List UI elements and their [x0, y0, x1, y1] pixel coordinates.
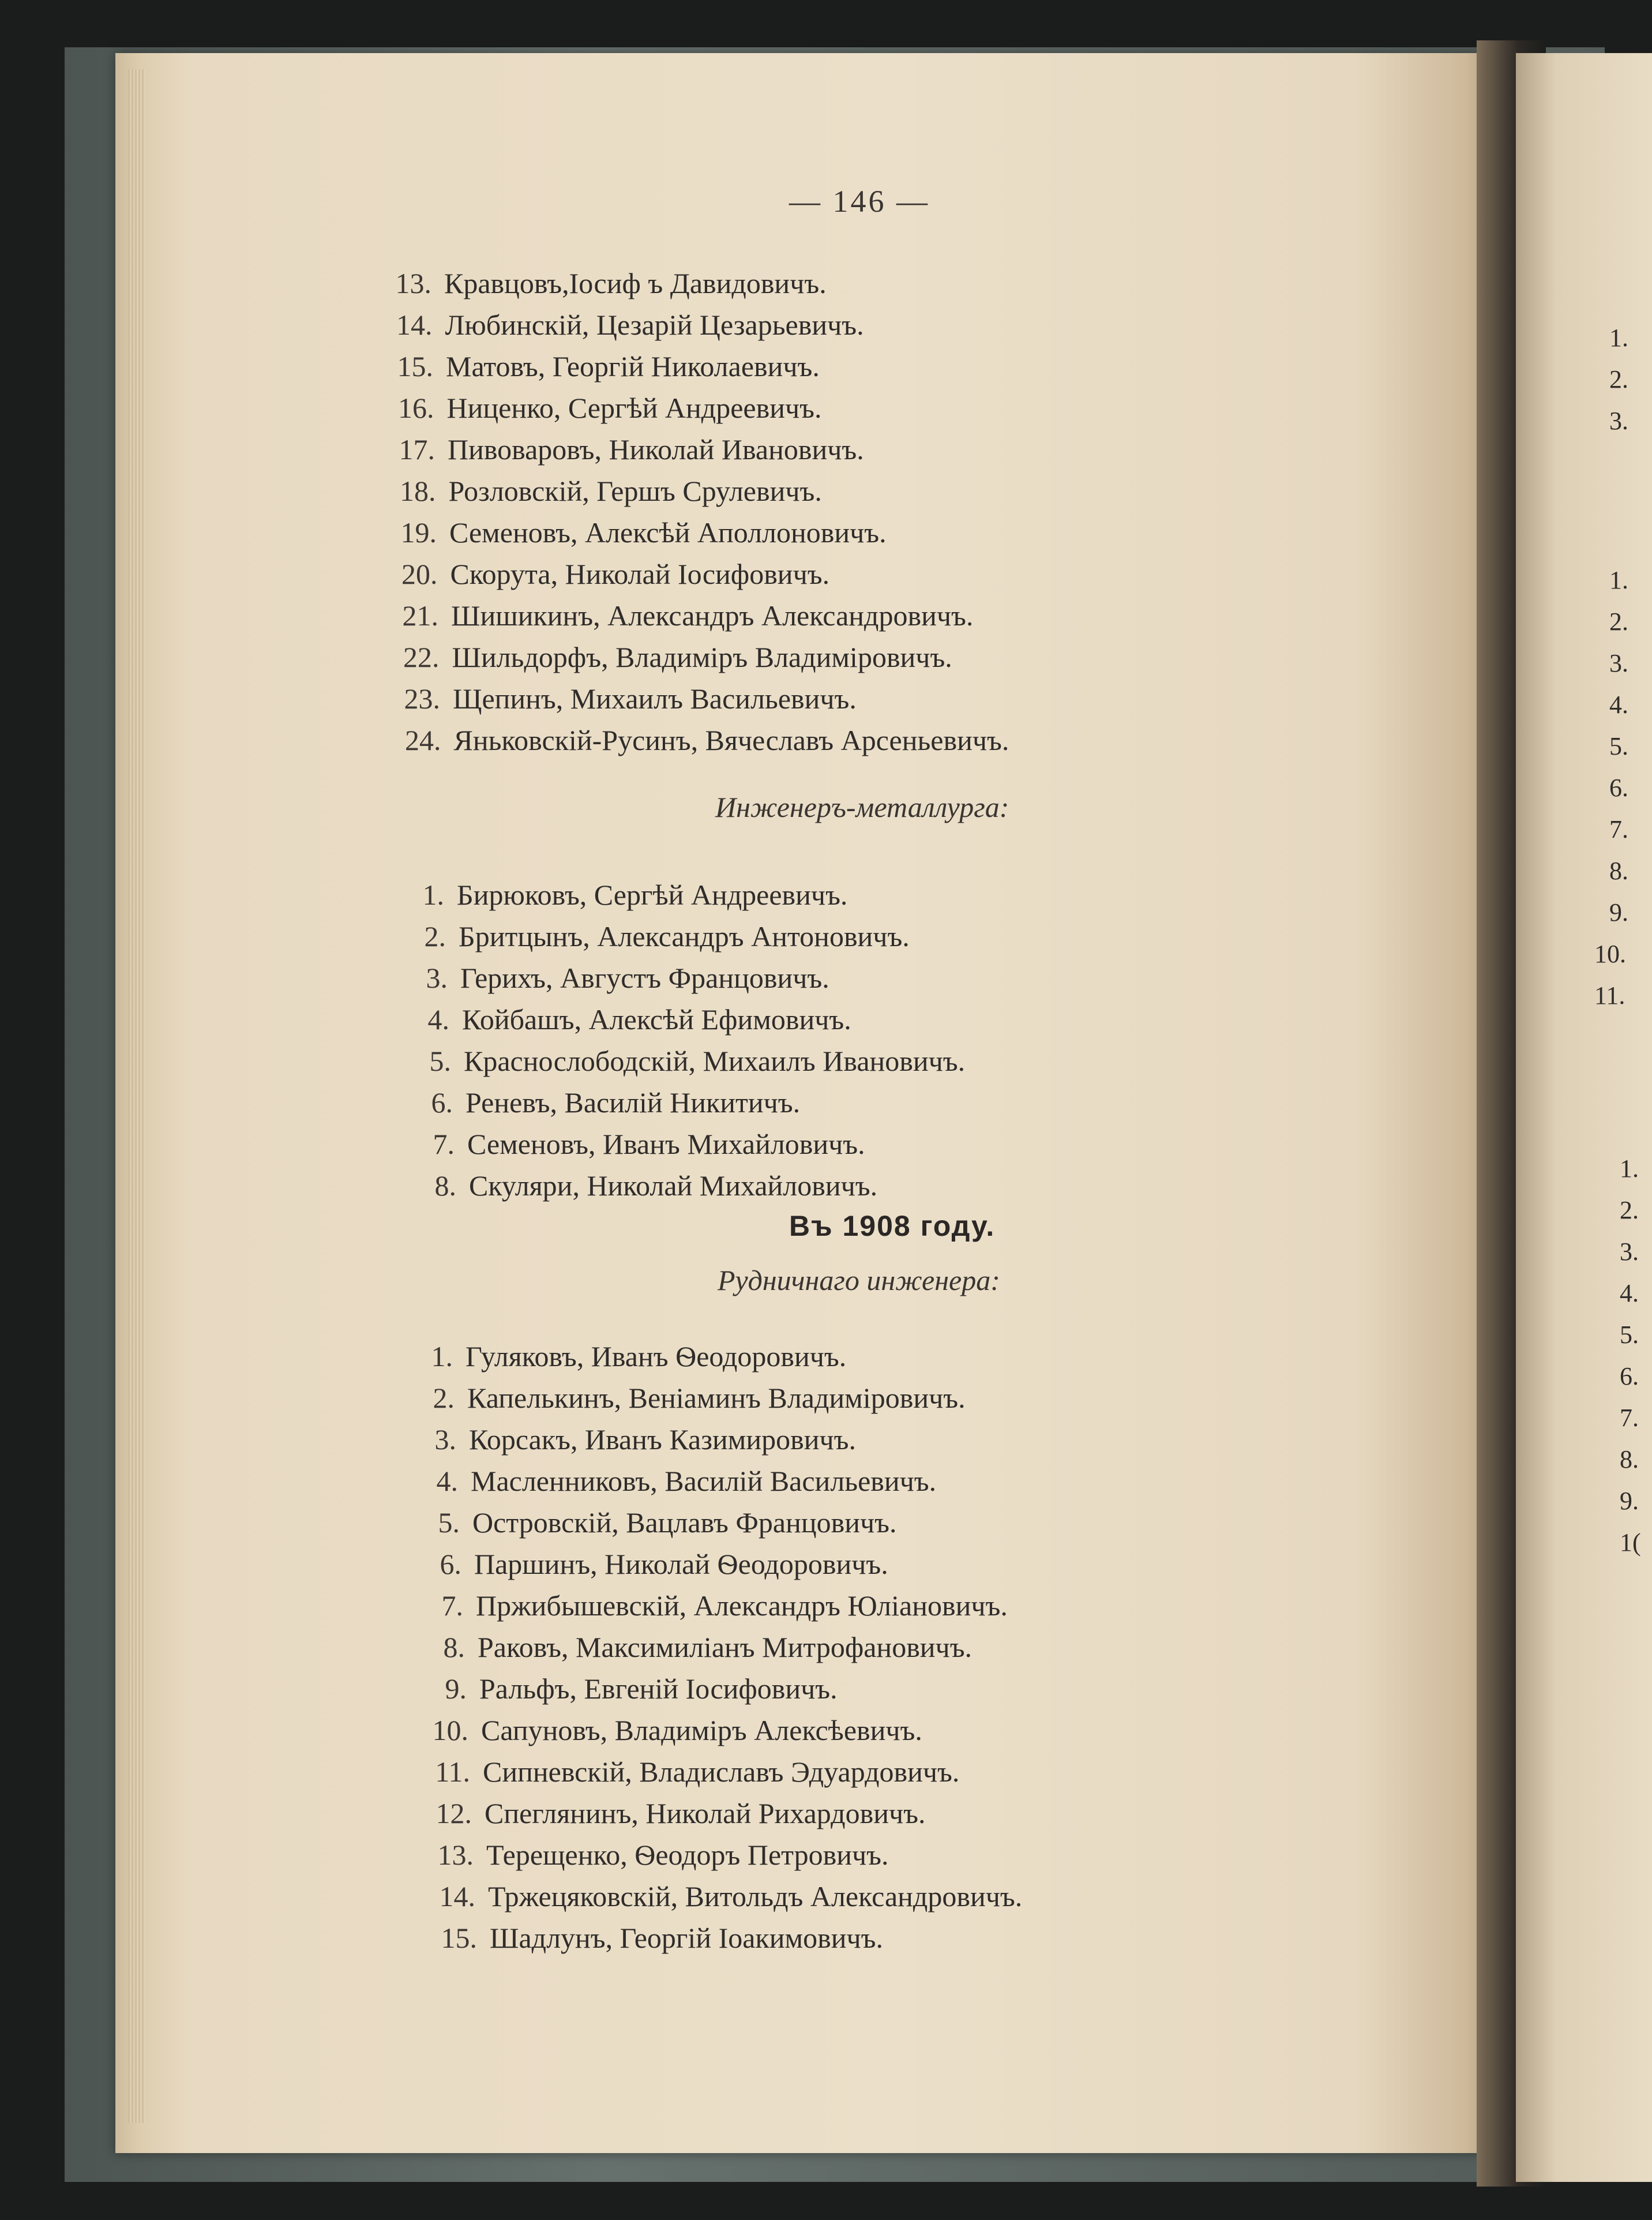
list-item	[391, 722, 1009, 758]
list-item	[396, 960, 829, 996]
right-page-item-number: 8.	[1620, 1445, 1639, 1473]
list-item-name: Любинскій, Цезарій Цезарьевичъ.	[445, 309, 864, 341]
list-item-number: 13.	[437, 1839, 474, 1871]
right-page-item-number: 4.	[1620, 1279, 1639, 1307]
list-item	[410, 1629, 972, 1665]
list-item-number: 10.	[432, 1714, 468, 1746]
list-item	[382, 307, 864, 343]
list-item-number: 5.	[429, 1045, 451, 1077]
right-page-item-number: 6.	[1609, 774, 1628, 802]
right-page-item-number: 5.	[1609, 732, 1628, 760]
list-item	[386, 515, 887, 550]
list-item	[381, 265, 827, 301]
list-item	[384, 432, 864, 467]
list-item-name: Шильдорфъ, Владиміръ Владиміровичъ.	[452, 641, 952, 673]
list-item-number: 1.	[431, 1340, 453, 1372]
list-item-number: 6.	[440, 1548, 461, 1580]
list-item-name: Пивоваровъ, Николай Ивановичъ.	[448, 433, 864, 466]
list-item-name: Корсакъ, Иванъ Казимировичъ.	[469, 1423, 857, 1456]
right-page-item-number: 9.	[1609, 898, 1628, 927]
list-item	[384, 390, 822, 426]
list-item-number: 3.	[426, 962, 448, 994]
list-item	[407, 1546, 888, 1582]
right-page-item-number: 9.	[1620, 1487, 1639, 1515]
list-item	[403, 1126, 865, 1162]
list-item-number: 8.	[434, 1169, 456, 1202]
list-item-number: 19.	[400, 516, 437, 549]
list-item-name: Спеглянинъ, Николай Рихардовичъ.	[485, 1797, 926, 1829]
right-page-item-number: 1.	[1609, 324, 1628, 352]
list-item-number: 14.	[439, 1880, 475, 1912]
list-item-name: Краснослободскій, Михаилъ Ивановичъ.	[464, 1045, 966, 1077]
list-item	[388, 598, 973, 633]
list-item-name: Масленниковъ, Василій Васильевичъ.	[471, 1465, 937, 1497]
list-item-name: Терещенко, Ѳеодоръ Петровичъ.	[486, 1839, 889, 1871]
list-item	[412, 1671, 838, 1707]
list-item-name: Скорута, Николай Іосифовичъ.	[450, 558, 830, 590]
right-page-item-number: 4.	[1609, 691, 1628, 719]
list-item-name: Пржибышевскій, Александръ Юліановичъ.	[476, 1589, 1008, 1622]
list-item	[387, 556, 830, 592]
list-item-name: Ниценко, Сергѣй Андреевичъ.	[446, 392, 822, 424]
list-item-name: Шишикинъ, Александръ Александровичъ.	[451, 599, 974, 632]
list-item	[419, 1837, 889, 1873]
list-item	[400, 1380, 966, 1416]
list-item	[405, 1505, 896, 1540]
list-item-name: Гуляковъ, Иванъ Ѳеодоровичъ.	[465, 1340, 847, 1372]
list-item	[420, 1878, 1022, 1914]
right-page-item-number: 3.	[1609, 407, 1628, 435]
right-page-item-number: 1.	[1609, 566, 1628, 594]
list-item-name: Реневъ, Василій Никитичъ.	[465, 1086, 801, 1119]
list-item-number: 3.	[434, 1423, 456, 1456]
heading-metallurg: Инженеръ-металлурга:	[715, 791, 1009, 823]
right-page-item-number: 5.	[1620, 1321, 1639, 1349]
list-item-name: Раковъ, Максимиліанъ Митрофановичъ.	[478, 1631, 973, 1663]
list-item-name: Щепинъ, Михаилъ Васильевичъ.	[453, 682, 857, 715]
list-item	[401, 1422, 856, 1457]
list-item-number: 15.	[441, 1922, 477, 1954]
list-item	[414, 1712, 922, 1748]
list-item-name: Кравцовъ,Іосиф ъ Давидовичъ.	[444, 267, 827, 299]
list-item-name: Сапуновъ, Владиміръ Алексѣевичъ.	[481, 1714, 922, 1746]
list-item-number: 4.	[436, 1465, 458, 1497]
right-page-item-number: 11.	[1594, 981, 1625, 1010]
list-item-name: Яньковскій-Русинъ, Вячеславъ Арсеньевичъ.	[453, 724, 1009, 756]
right-page-item-number: 10.	[1594, 940, 1626, 968]
list-item	[385, 473, 822, 509]
list-item-name: Бирюковъ, Сергѣй Андреевичъ.	[457, 879, 848, 911]
list-item-number: 7.	[433, 1128, 455, 1160]
right-page-item-number: 2.	[1609, 608, 1628, 636]
list-item-number: 7.	[441, 1589, 463, 1622]
list-item-name: Бритцынъ, Александръ Антоновичъ.	[459, 920, 910, 952]
list-item-number: 16.	[398, 392, 434, 424]
list-item-name: Капелькинъ, Веніаминъ Владиміровичъ.	[467, 1382, 966, 1414]
right-page-item-number: 2.	[1609, 365, 1628, 393]
heading-year: Въ 1908 году.	[789, 1210, 996, 1242]
list-item-number: 18.	[400, 475, 436, 507]
list-item	[399, 1043, 965, 1079]
list-item-number: 12.	[435, 1797, 472, 1829]
list-item-name: Паршинъ, Николай Ѳеодоровичъ.	[474, 1548, 888, 1580]
list-item	[403, 1463, 936, 1499]
list-item-number: 13.	[395, 267, 431, 299]
list-item-name: Сипневскій, Владиславъ Эдуардовичъ.	[483, 1756, 960, 1788]
list-item	[408, 1588, 1008, 1623]
list-item	[401, 1085, 800, 1120]
list-item-name: Тржецяковскій, Витольдъ Александровичъ.	[488, 1880, 1023, 1912]
right-page-item-number: 3.	[1620, 1238, 1639, 1266]
list-item-number: 23.	[404, 682, 440, 715]
right-page-item-number: 8.	[1609, 857, 1628, 885]
list-item-number: 20.	[401, 558, 438, 590]
list-item	[404, 1168, 877, 1203]
list-item	[415, 1754, 959, 1790]
list-item	[417, 1795, 925, 1831]
right-page-item-number: 1(	[1620, 1528, 1641, 1557]
list-item-number: 2.	[424, 920, 446, 952]
list-item-name: Ральфъ, Евгеній Іосифовичъ.	[479, 1672, 838, 1705]
list-item	[389, 639, 952, 675]
list-item-name: Островскій, Вацлавъ Францовичъ.	[472, 1506, 897, 1539]
list-item	[422, 1920, 883, 1956]
list-item	[389, 681, 857, 717]
list-item	[382, 348, 820, 384]
list-item-number: 4.	[427, 1003, 449, 1036]
list-item-number: 1.	[422, 879, 444, 911]
page-edges	[128, 69, 145, 2123]
right-page-item-number: 3.	[1609, 649, 1628, 677]
right-page-item-number: 6.	[1620, 1362, 1639, 1390]
list-item-number: 21.	[402, 599, 438, 632]
list-item-name: Семеновъ, Иванъ Михайловичъ.	[467, 1128, 865, 1160]
list-item-name: Семеновъ, Алексѣй Аполлоновичъ.	[449, 516, 887, 549]
list-item-number: 22.	[403, 641, 440, 673]
page-number: — 146 —	[789, 184, 930, 219]
list-item-name: Койбашъ, Алексѣй Ефимовичъ.	[462, 1003, 851, 1036]
list-item-number: 14.	[396, 309, 433, 341]
list-item-name: Розловскій, Гершъ Срулевичъ.	[448, 475, 822, 507]
list-item	[392, 877, 847, 913]
list-item-number: 5.	[438, 1506, 460, 1539]
list-item-name: Шадлунъ, Георгій Іоакимовичъ.	[490, 1922, 883, 1954]
list-item-number: 9.	[445, 1672, 467, 1705]
right-page-item-number: 2.	[1620, 1196, 1639, 1224]
list-item-number: 8.	[443, 1631, 465, 1663]
list-item	[398, 1338, 846, 1374]
right-page-item-number: 1.	[1620, 1154, 1639, 1183]
list-item	[397, 1002, 851, 1037]
list-item-number: 11.	[435, 1756, 470, 1788]
heading-mining: Рудничнаго инженера:	[718, 1264, 1000, 1296]
list-item-name: Матовъ, Георгій Николаевичъ.	[446, 350, 820, 382]
list-item-number: 24.	[405, 724, 441, 756]
list-item-number: 15.	[397, 350, 433, 382]
list-item-number: 2.	[433, 1382, 455, 1414]
list-item-number: 17.	[399, 433, 435, 466]
list-item-number: 6.	[431, 1086, 453, 1119]
right-page-item-number: 7.	[1609, 815, 1628, 843]
right-page	[1516, 53, 1652, 2182]
list-item-name: Герихъ, Августъ Францовичъ.	[460, 962, 829, 994]
list-item-name: Скуляри, Николай Михайловичъ.	[469, 1169, 878, 1202]
list-item	[394, 918, 910, 954]
right-page-item-number: 7.	[1620, 1404, 1639, 1432]
